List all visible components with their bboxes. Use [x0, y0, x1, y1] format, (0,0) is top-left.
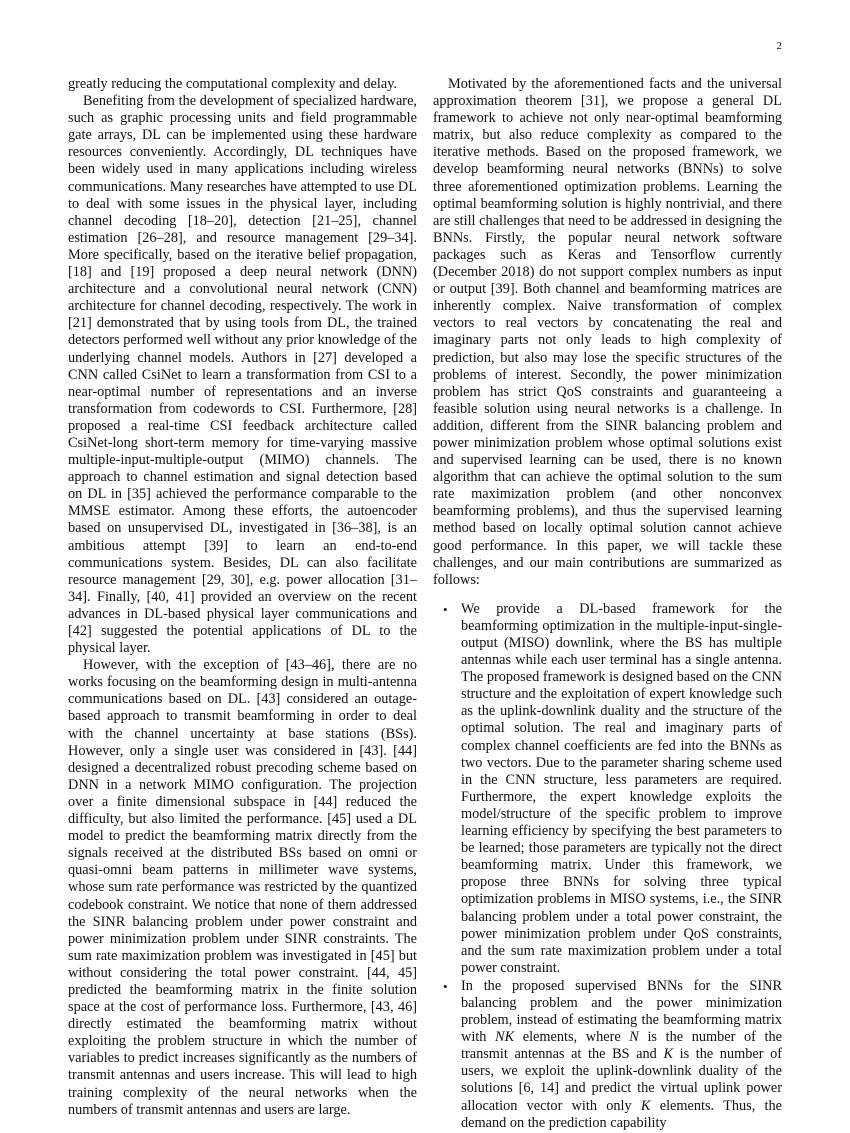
paragraph-continuation: greatly reducing the computational complexity and delay. [68, 76, 397, 92]
math-k: K [663, 1046, 673, 1063]
left-column [68, 76, 417, 1119]
contributions-list [433, 601, 782, 1132]
paragraph-motivation: Motivated by the aforementioned facts and the universal approximation theorem [31], we propose a general DL framework to achieve not only near-optimal beamforming matrix, but also reduce complexity as compared to the iterative methods. Based on the proposed framework, we develop beamforming neural networks (BNNs) to solve three aforementioned optimization problems. Learning the optimal beamforming solution is highly nontrivial, and there are still challenges that need to be addressed in designing the BNNs. Firstly, the popular neural network software packages such as Keras and Tensorflow currently (December 2018) do not support complex numbers as input or output [39]. Both channel and beamforming matrices are inherently complex. Naive transformation of complex vectors to real vectors by concatenating the real and imaginary parts not only leads to high complexity of prediction, but also may lose the specific structures of the problems of interest. Secondly, the power minimization problem has strict QoS constraints and guaranteeing a feasible solution using neural networks is a challenge. In addition, different from the SINR balancing problem and power minimization problem whose optimal solutions exist and supervised learning can be used, there is no known algorithm that can achieve the optimal solution to the sum rate maximization problem (and other nonconvex beamforming problems), and thus the supervised learning method based on locally optimal solution cannot achieve good performance. In this paper, we will tackle these challenges, and our main contributions are summarized as follows: [433, 76, 782, 588]
contribution-text: We provide a DL-based framework for the beamforming optimization in the multiple-input-single-output (MISO) downlink, where the BS has multiple antennas while each user terminal has a single antenna. The proposed framework is designed based on the CNN structure and the exploitation of expert knowledge such as the uplink-downlink duality and the structure of the optimal solution. The real and imaginary parts of complex channel coefficients are fed into the BNNs as two vectors. Due to the parameter sharing scheme used in the CNN structure, less parameters are required. Furthermore, the expert knowledge exploits the model/structure of the specific problem to improve learning efficiency by specifying the best parameters to be learned; those parameters are typically not the direct beamforming matrix. Under this framework, we propose three BNNs for solving three typical optimization problems in MISO systems, i.e., the SINR balancing problem under a total power constraint, the power minimization problem under QoS constraints, and the sum rate maximization problem under a total power constraint. [461, 600, 782, 976]
contribution-item [433, 978, 782, 1132]
math-k: K [640, 1097, 651, 1114]
bullet-icon: • [443, 978, 448, 994]
math-n: N [629, 1029, 639, 1046]
bullet-icon: • [443, 601, 448, 617]
right-column [433, 76, 782, 1133]
page-number: 2 [776, 40, 782, 52]
contribution-text: In the proposed supervised BNNs for the SINR balancing problem and the power minimization problem, instead of estimating the beamforming matrix with NK elements, where N is the number of the transmit antennas at the BS and K is the number of users, we exploit the uplink-downlink duality of the solutions [6, 14] and predict the virtual uplink power allocation vector with only K elements. Thus, the demand on the prediction capability [461, 977, 782, 1131]
paragraph-beamforming-works: However, with the exception of [43–46], there are no works focusing on the beamforming design in multi-antenna communications based on DL. [43] considered an outage-based approach to transmit beamforming in order to deal with the channel uncertainty at base stations (BSs). However, only a single user was considered in [43]. [44] designed a decentralized robust precoding scheme based on DNN in a network MIMO configuration. The projection over a finite dimensional subspace in [44] reduced the difficulty, but also limited the performance. [45] used a DL model to predict the beamforming matrix directly from the signals received at the distributed BSs based on omni or quasi-omni beam patterns in millimeter wave systems, whose sum rate performance was restricted by the quantized codebook constraint. We notice that none of them addressed the SINR balancing problem under power constraint and power minimization problem under SINR constraints. The sum rate maximization problem was investigated in [45] but without considering the total power constraint. [44, 45] predicted the beamforming matrix in the finite solution space at the cost of performance loss. Furthermore, [43, 46] directly estimated the beamforming matrix without exploiting the problem structure in which the number of variables to predict increases significantly as the numbers of transmit antennas and users increase. This will lead to high training complexity of the neural networks when the numbers of transmit antennas and users are large. [68, 657, 417, 1118]
math-nk: NK [495, 1029, 515, 1046]
contribution-item [433, 601, 782, 977]
paragraph-dl-hardware: Benefiting from the development of specialized hardware, such as graphic processing units and field programmable gate arrays, DL can be implemented using these hardware resources conveniently. Accordingly, DL techniques have been widely used in many applications including wireless communications. Many researches have attempted to use DL to deal with some issues in the physical layer, including channel decoding [18–20], detection [21–25], channel estimation [26–28], and resource management [29–34]. More specifically, based on the iterative belief propagation, [18] and [19] proposed a deep neural network (DNN) architecture and a convolutional neural network (CNN) architecture for channel decoding, respectively. The work in [21] demonstrated that by using tools from DL, the trained detectors performed well without any prior knowledge of the underlying channel models. Authors in [27] developed a CNN called CsiNet to learn a transformation from CSI to a near-optimal number of representations and an inverse transformation from codewords to CSI. Furthermore, [28] proposed a real-time CSI feedback architecture called CsiNet-long short-term memory for time-varying massive multiple-input-multiple-output (MIMO) channels. The approach to channel estimation and signal detection based on DL in [35] achieved the performance comparable to the MMSE estimator. Among these efforts, the autoencoder based on unsupervised DL, investigated in [36–38], is an ambitious attempt [39] to learn an end-to-end communications system. Besides, DL can also facilitate resource management [29, 30], e.g. power allocation [31–34]. Finally, [40, 41] provided an overview on the recent advances in DL-based physical layer communications and [42] suggested the potential applications of DL to the physical layer. [68, 93, 417, 657]
